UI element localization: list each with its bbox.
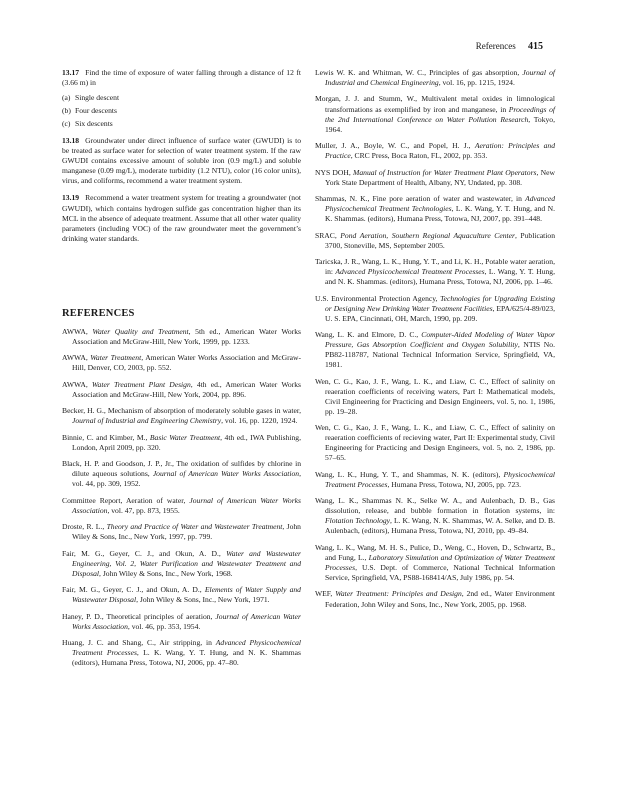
option-text: Four descents <box>75 106 117 116</box>
reference-text: Huang, J. C. and Shang, C., Air stripping, in <box>62 638 216 648</box>
reference-text: Wang, L. K., Wang, M. H. S., Pulice, D., Weng, C., Hoven, D., Schwartz, B., and Fung, L., <box>315 542 555 562</box>
reference-title: Aeration: Principles and Practice <box>325 141 555 161</box>
reference-title: Journal of Industrial and Chemical Engineering <box>325 68 555 88</box>
reference-title: Water Quality and Treatment <box>92 326 189 336</box>
reference-entry <box>315 294 555 324</box>
reference-text: Wang, L. K., Shammas N. K., Selke W. A., and Aulenbach, D. B., Gas dissolution, release, and bubble formation in flotation systems, in: <box>315 496 555 516</box>
reference-title: Manual of Instruction for Water Treatment Plant Operators <box>353 167 537 177</box>
reference-entry <box>315 257 555 287</box>
reference-text: Morgan, J. J. and Stumm, W., Multivalent metal oxides in limnological transformations as exemplified by iron and manganese, in <box>315 94 555 114</box>
reference-title: Elements of Water Supply and Wastewater Disposal <box>72 585 301 605</box>
references-heading: REFERENCES <box>62 307 135 319</box>
reference-entry <box>62 433 301 453</box>
reference-entry <box>62 353 301 373</box>
problem-13-17 <box>62 68 301 88</box>
problem-option <box>62 93 301 103</box>
reference-title: Proceedings of the 2nd International Conference on Water Pollution Research <box>325 104 555 124</box>
problem-number: 13.19 <box>62 193 80 203</box>
reference-text: , vol. 46, pp. 353, 1954. <box>127 621 201 631</box>
reference-text: , vol. 16, pp. 1220, 1924. <box>221 416 298 426</box>
reference-title: Technologies for Upgrading Existing or Designing New Drinking Water Treatment Facilities <box>325 293 555 313</box>
reference-text: , L. K. Wang, Y. T. Hung, and N. K. Shammas. (editors), Humana Press, Totowa, NJ, 2007, pp. 391–448. <box>325 204 555 224</box>
reference-text: AWWA, <box>62 326 93 336</box>
running-head <box>476 41 543 52</box>
reference-text: Droste, R. L., <box>62 522 107 532</box>
reference-entry <box>62 406 301 426</box>
problem-13-18 <box>62 136 301 186</box>
reference-text: , 4th ed., American Water Works Association and McGraw-Hill, New York, 2004, pp. 896. <box>72 379 301 399</box>
reference-entry <box>62 522 301 542</box>
reference-text: , John Wiley & Sons, Inc., New York, 1971. <box>136 595 270 605</box>
section-title: References <box>475 41 516 51</box>
option-text: Six descents <box>75 119 113 129</box>
reference-text: , vol. 44, pp. 309, 1952. <box>72 469 301 489</box>
reference-text: Becker, H. G., Mechanism of absorption of moderately soluble gases in water, <box>62 406 301 416</box>
reference-text: , American Water Works Association and McGraw-Hill, Denver, CO, 2003, pp. 552. <box>72 353 301 373</box>
references-list-left <box>62 327 301 669</box>
reference-text: Lewis W. K. and Whitman, W. C., Principles of gas absorption, <box>315 68 523 77</box>
reference-text: Haney, P. D., Theoretical principles of aeration, <box>62 611 216 621</box>
reference-title: Water Treatment <box>90 353 142 363</box>
option-label: (c) <box>62 119 71 129</box>
reference-entry <box>315 543 555 583</box>
reference-title: Flotation Technology <box>325 516 391 526</box>
reference-text: Wang, L. K., Hung, Y. T., and Shammas, N. K. (editors), <box>315 469 504 479</box>
reference-text: , John Wiley & Sons, Inc., New York, 1968. <box>99 568 233 578</box>
reference-text: Wang, L. K. and Elmore, D. C., <box>315 330 422 340</box>
reference-text: Wen, C. G., Kao, J. F., Wang, L. K., and Liaw, C. C., Effect of salinity on reaeration coefficients of receiving waters, Part I: Mathematical models, Civil Engineering for Practicing and Design Engineers, vol. 5, no. 1, 1986, pp. 19–28. <box>315 376 555 416</box>
problem-number: 13.18 <box>62 136 80 146</box>
reference-entry <box>62 585 301 605</box>
problem-text: Find the time of exposure of water falling through a distance of 12 ft (3.66 m) in <box>62 68 301 88</box>
reference-text: Committee Report, Aeration of water, <box>62 495 190 505</box>
reference-text: , Humana Press, Totowa, NJ, 2005, pp. 723. <box>387 479 521 489</box>
reference-title: Computer-Aided Modeling of Water Vapor Pressure, Gas Absorption Coefficient and Oxygen Solubility <box>325 330 556 350</box>
reference-text: , John Wiley & Sons, Inc., New York, 1997, pp. 799. <box>72 522 301 542</box>
reference-text: , CRC Press, Boca Raton, FL, 2002, pp. 353. <box>350 151 488 161</box>
problem-option <box>62 106 301 116</box>
reference-title: Journal of Industrial and Engineering Chemistry <box>72 416 222 426</box>
problem-text: Recommend a water treatment system for treating a groundwater (not GWUDI), which contains hydrogen sulfide gas concentration higher than its MCL in the absence of adequate treatment. Assume that all other water quality parameters (including VOC) of the raw groundwater meet the government’s drinking water standards. <box>62 193 301 243</box>
right-column <box>315 68 555 616</box>
reference-entry <box>62 327 301 347</box>
reference-entry <box>62 549 301 579</box>
problem-option <box>62 119 301 129</box>
option-label: (a) <box>62 93 71 103</box>
page-number: 415 <box>528 41 543 52</box>
reference-text: AWWA, <box>62 379 92 389</box>
reference-title: Pond Aeration, Southern Regional Aquaculture Center <box>340 230 515 240</box>
reference-title: Journal of American Water Works Association <box>152 469 300 479</box>
reference-text: Muller, J. A., Boyle, W. C., and Popel, H. J., <box>315 141 475 151</box>
reference-text: AWWA, <box>62 353 91 363</box>
references-list-right <box>315 68 555 610</box>
reference-title: Theory and Practice of Water and Wastewater Treatment <box>106 522 283 532</box>
reference-entry <box>315 423 555 463</box>
problem-13-19 <box>62 193 301 243</box>
problem-text: Groundwater under direct influence of surface water (GWUDI) is to be treated as surface water for selection of water treatment system. If the raw GWUDI contains excessive amount of soluble iron (0.9 mg/L) and soluble manganese (0.09 mg/L), moderate turbidity (1.2 NTU), color (16 color units), virus, and coliforms, recommend a water treatment system. <box>62 136 301 186</box>
option-text: Single descent <box>75 93 120 103</box>
reference-entry <box>315 470 555 490</box>
reference-text: , 2nd ed., Water Environment Federation, John Wiley and Sons, Inc., New York, 2005, pp. 1968. <box>325 589 555 609</box>
reference-title: Journal of American Water Works Association <box>72 495 301 515</box>
reference-entry <box>62 496 301 516</box>
reference-text: Fair, M. G., Geyer, C. J., and Okun, A. D., <box>62 548 227 558</box>
reference-entry <box>315 168 555 188</box>
reference-entry <box>62 380 301 400</box>
reference-text: , 5th ed., American Water Works Association and McGraw-Hill, New York, 1999, pp. 1233. <box>72 326 301 346</box>
reference-entry <box>62 612 301 632</box>
reference-title: Water and Wastewater Engineering, Vol. 2, Water Purification and Wastewater Treatment and Disposal <box>72 548 301 578</box>
left-column <box>62 68 301 675</box>
reference-text: Taricska, J. R., Wang, L. K., Hung, Y. T., and Li, K. H., Potable water aeration, in: <box>315 257 555 277</box>
option-label: (b) <box>62 106 71 116</box>
reference-entry <box>315 94 555 134</box>
reference-title: Water Treatment Plant Design <box>91 379 191 389</box>
reference-text: Wen, C. G., Kao, J. F., Wang, L. K., and Liaw, C. C., Effect of salinity on reaeration coefficients of recieving water, Part II: Experimental study, Civil Engineering for Practicing and Design Engineers, vol. 5, no. 2, 1986, pp. 57–65. <box>315 423 555 463</box>
problems-block <box>62 68 301 244</box>
reference-text: Black, H. P. and Goodson, J. P., Jr., The oxidation of sulfides by chlorine in dilute aqueous solutions, <box>62 459 301 479</box>
reference-text: SRAC, <box>315 230 341 240</box>
reference-entry <box>315 231 555 251</box>
reference-text: , Publication 3700, Stoneville, MS, September 2005. <box>325 230 555 250</box>
reference-text: , L. K. Wang, Y. T. Hung, and N. K. Shammas (editors), Humana Press, Totowa, NJ, 2006, pp. 47–80. <box>72 648 302 668</box>
reference-text: , U.S. Dept. of Commerce, National Technical Information Service, Springfield, VA, PS88-168414/AS, July 1986, pp. 54. <box>325 563 555 583</box>
reference-title: Basic Water Treatment <box>149 432 221 442</box>
reference-title: Advanced Physicochemical Treatment Processes <box>335 267 485 277</box>
reference-text: , Tokyo, 1964. <box>325 114 555 134</box>
reference-title: Advanced Physicochemical Treatment Processes <box>72 638 301 658</box>
reference-text: , L. K. Wang, N. K. Shammas, W. A. Selke, and D. B. Aulenbach, (editors), Humana Press, Totowa, NJ, 2010, pp. 49–84. <box>325 516 555 536</box>
reference-entry <box>315 68 555 88</box>
reference-title: Laboratory Simulation and Optimization of Water Treatment Processes <box>325 552 556 572</box>
reference-entry <box>315 377 555 417</box>
reference-text: WEF, <box>315 589 336 599</box>
reference-title: Advanced Physicochemical Treatment Technologies <box>325 194 555 214</box>
reference-text: , vol. 47, pp. 873, 1955. <box>107 505 180 515</box>
reference-text: U.S. Environmental Protection Agency, <box>315 293 441 303</box>
reference-text: , NTIS No. PB82-118787, National Technical Information Service, Springfield, VA, 1981. <box>325 340 555 370</box>
reference-text: Shammas, N. K., Fine pore aeration of water and wastewater, in <box>315 194 526 204</box>
reference-text: Binnie, C. and Kimber, M., <box>62 432 150 442</box>
reference-entry <box>315 194 555 224</box>
reference-entry <box>62 459 301 489</box>
reference-text: , New York State Department of Health, Albany, NY, Undated, pp. 308. <box>325 167 555 187</box>
reference-entry <box>62 638 301 668</box>
reference-entry <box>315 141 555 161</box>
reference-text: Fair, M. G., Geyer, C. J., and Okun, A. D., <box>62 585 205 595</box>
reference-title: Journal of American Water Works Association <box>72 611 301 631</box>
reference-entry <box>315 330 555 370</box>
reference-text: NYS DOH, <box>315 167 354 177</box>
reference-text: , vol. 16, pp. 1215, 1924. <box>438 78 515 88</box>
reference-entry <box>315 496 555 536</box>
reference-text: , 4th ed., IWA Publishing, London, April 2009, pp. 320. <box>72 432 301 452</box>
reference-title: Physicochemical Treatment Processes <box>325 469 555 489</box>
reference-text: , L. Wang, Y. T. Hung, and N. K. Shammas. (editors), Humana Press, Totowa, NJ, 2006, pp. 1–46. <box>325 267 556 287</box>
problem-number: 13.17 <box>62 68 80 77</box>
reference-entry <box>315 589 555 609</box>
reference-text: , EPA/625/4-89/023, U. S. EPA, Cincinnati, OH, March, 1990, pp. 209. <box>325 303 555 323</box>
reference-title: Water Treatment: Principles and Design <box>335 589 462 599</box>
